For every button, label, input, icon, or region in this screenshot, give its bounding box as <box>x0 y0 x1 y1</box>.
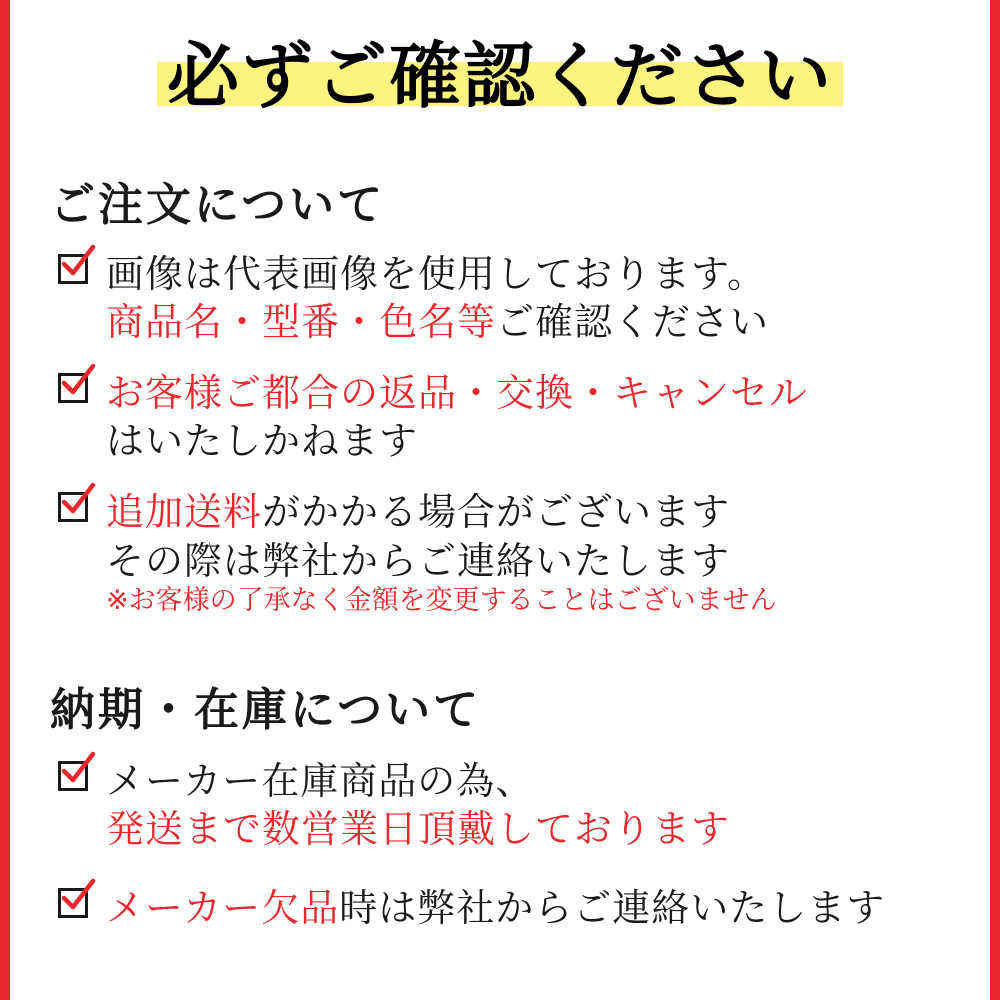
list-item <box>50 488 970 618</box>
text-run: メーカー在庫商品の為、 <box>106 758 535 803</box>
text-run: 商品名・型番・色名等 <box>106 300 497 345</box>
text-run: お客様ご都合の返品・交換・キャンセル <box>106 370 809 415</box>
list-item-line <box>106 417 970 466</box>
text-run: ご確認ください <box>496 300 770 345</box>
text-run: はいたしかねます <box>106 419 419 464</box>
list-item-line <box>106 298 970 347</box>
notice-content <box>10 0 990 1000</box>
list-item <box>50 250 970 347</box>
checkbox-checked-icon <box>58 888 92 922</box>
page-title <box>157 34 843 122</box>
list-item-line <box>106 884 970 933</box>
section-delivery <box>50 685 970 932</box>
check-mark-icon <box>60 482 96 518</box>
text-run: 時は弊社からご連絡いたします <box>339 885 886 930</box>
list-item-line <box>106 757 970 806</box>
list-item-line <box>106 805 970 854</box>
list-item <box>50 757 970 854</box>
page-title-wrap <box>10 34 990 122</box>
checkbox-checked-icon <box>58 492 92 526</box>
text-run: がかかる場合がございます <box>262 490 731 534</box>
text-run: 画像は代表画像を使用しております。 <box>106 251 766 296</box>
checkbox-checked-icon <box>58 373 92 407</box>
text-run: 追加送料 <box>106 490 263 534</box>
checkbox-checked-icon <box>58 254 92 288</box>
list-item-note: ※お客様の了承なく金額を変更することはございません <box>106 585 777 617</box>
check-mark-icon <box>60 878 96 914</box>
list-item-line <box>106 250 970 299</box>
check-mark-icon <box>60 751 96 787</box>
list-item-line <box>106 488 970 537</box>
list-item-line <box>106 369 970 418</box>
list-item-line <box>106 537 970 586</box>
section-orders <box>50 180 970 618</box>
section-delivery-heading: 納期・在庫について <box>50 683 482 736</box>
text-run: メーカー欠品 <box>106 885 340 930</box>
list-item <box>50 884 970 933</box>
list-item <box>50 369 970 466</box>
text-run: 発送まで数営業日頂戴しております <box>106 807 731 852</box>
section-orders-heading: ご注文について <box>50 178 386 231</box>
checkbox-checked-icon <box>58 761 92 795</box>
check-mark-icon <box>60 244 96 280</box>
check-mark-icon <box>60 363 96 399</box>
text-run: その際は弊社からご連絡いたします <box>106 538 731 583</box>
page-title-text: 必ずご確認ください <box>166 34 833 118</box>
